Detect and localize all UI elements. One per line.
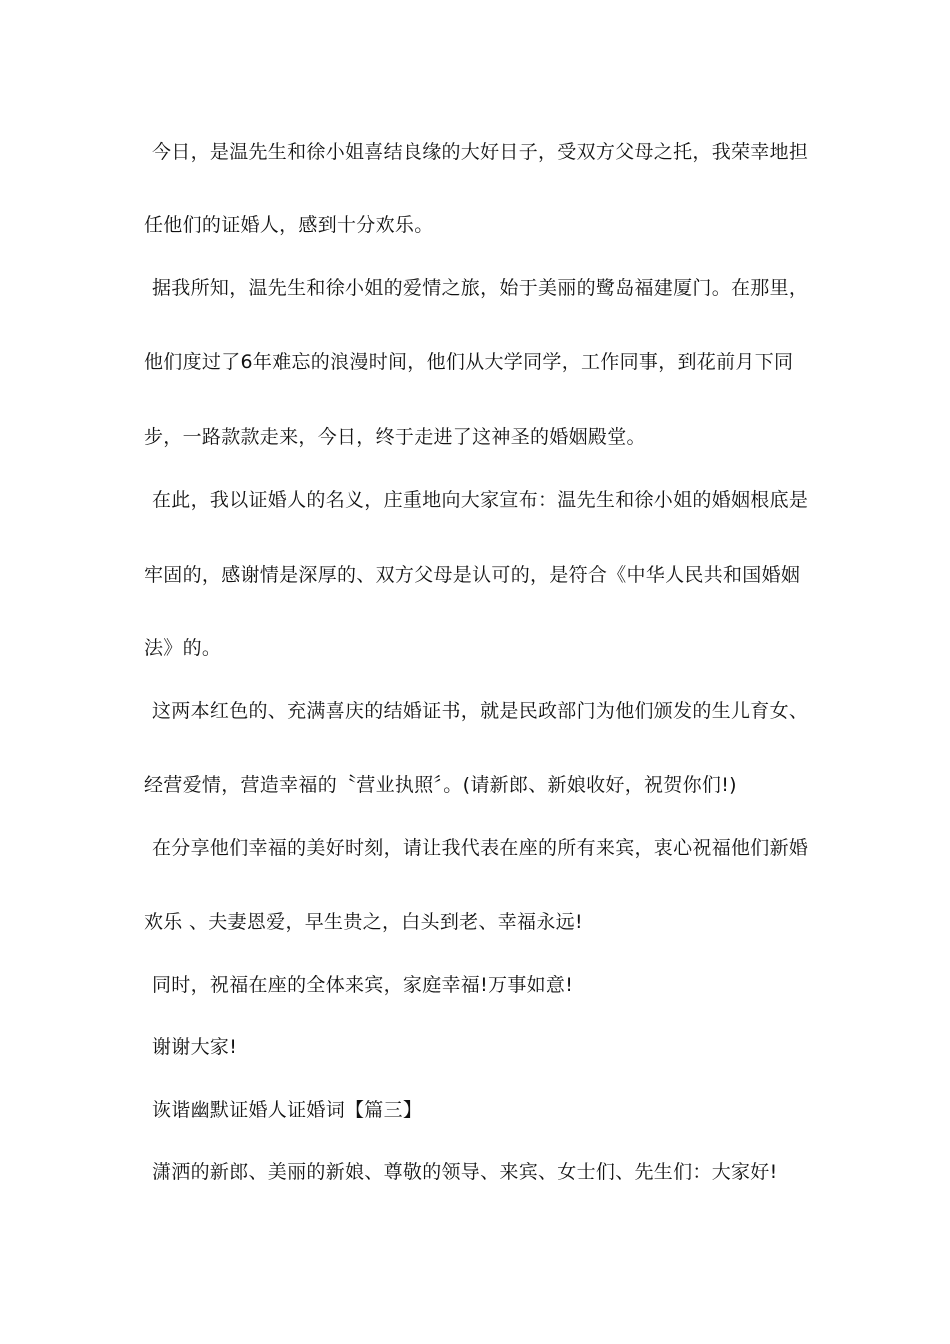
paragraph-line: 今日，是温先生和徐小姐喜结良缘的大好日子，受双方父母之托，我荣幸地担 [152,141,809,163]
paragraph-line: 他们度过了6年难忘的浪漫时间，他们从大学同学，工作同事，到花前月下同 [144,351,794,373]
paragraph-line: 任他们的证婚人，感到十分欢乐。 [144,214,434,236]
paragraph-line: 谢谢大家! [152,1036,238,1058]
paragraph-line: 这两本红色的、充满喜庆的结婚证书，就是民政部门为他们颁发的生儿育女、 [152,700,809,722]
paragraph-line: 法》的。 [144,637,222,659]
paragraph-line: 据我所知，温先生和徐小姐的爱情之旅，始于美丽的鹭岛福建厦门。在那里， [152,277,809,299]
paragraph-line: 潇洒的新郎、美丽的新娘、尊敬的领导、来宾、女士们、先生们：大家好! [152,1161,778,1183]
paragraph-line: 同时，祝福在座的全体来宾，家庭幸福!万事如意! [152,974,574,996]
paragraph-line: 经营爱情，营造幸福的〝营业执照〞。(请新郎、新娘收好，祝贺你们!) [144,774,737,796]
section-heading: 诙谐幽默证婚人证婚词【篇三】 [152,1099,423,1121]
paragraph-line: 欢乐 、夫妻恩爱，早生贵之，白头到老、幸福永远! [144,911,583,933]
paragraph-line: 牢固的，感谢情是深厚的、双方父母是认可的，是符合《中华人民共和国婚姻 [144,564,801,586]
paragraph-line: 步，一路款款走来，今日，终于走进了这神圣的婚姻殿堂。 [144,426,646,448]
paragraph-line: 在此，我以证婚人的名义，庄重地向大家宣布：温先生和徐小姐的婚姻根底是 [152,489,809,511]
paragraph-line: 在分享他们幸福的美好时刻，请让我代表在座的所有来宾，衷心祝福他们新婚 [152,837,809,859]
